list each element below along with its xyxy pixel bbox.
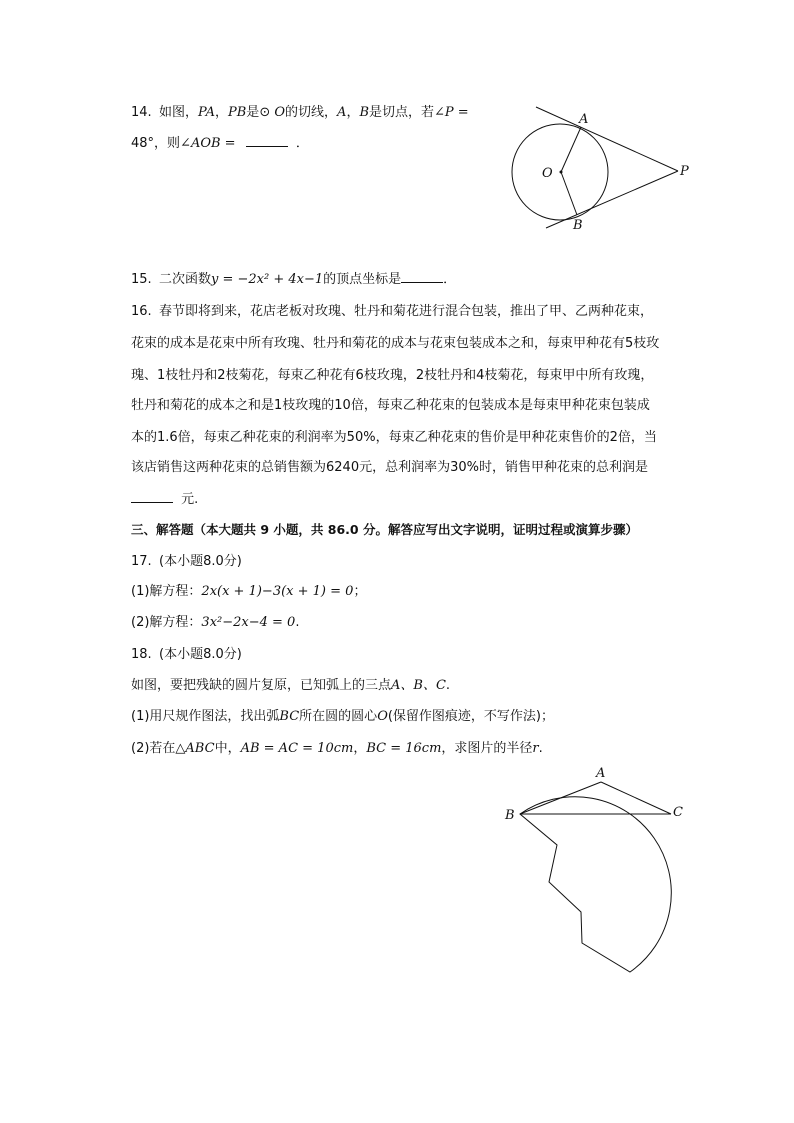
q14-pa: PA <box>198 105 215 120</box>
q18-text: (2)若在 <box>131 741 176 756</box>
answer-blank[interactable] <box>401 270 443 283</box>
q14-angle-p: ∠P = <box>434 105 469 120</box>
q18-triangle: △ABC <box>175 741 215 756</box>
q16-line7 <box>131 490 198 510</box>
q16-suffix: 元. <box>181 492 199 507</box>
q17-part1 <box>131 582 366 602</box>
q18-end: . <box>445 678 451 693</box>
q17-score: (本小题8.0分) <box>159 554 242 569</box>
q18-eq1: AB = AC = 10cm <box>240 741 354 756</box>
label-p: P <box>680 164 689 179</box>
answer-blank[interactable] <box>246 134 288 147</box>
q14-value: 48°，则 <box>131 136 181 151</box>
q14-end: ． <box>295 136 309 151</box>
section-heading: 三、解答题（本大题共 9 小题，共 86.0 分。解答应写出文字说明，证明过程或演算步骤） <box>131 522 638 537</box>
label-a: A <box>596 766 606 781</box>
q18-figure <box>495 760 710 980</box>
q18-score: (本小题8.0分) <box>159 647 242 662</box>
q18-text: 如图，要把残缺的圆片复原，已知弧上的三点 <box>131 678 392 693</box>
answer-blank[interactable] <box>131 490 173 503</box>
q17-part1-label: (1)解方程： <box>131 584 202 599</box>
q17-part2-equation: 3x²−2x−4 = 0 <box>201 615 296 630</box>
q17-part2-label: (2)解方程： <box>131 615 202 630</box>
q17-number: 17. <box>131 554 152 569</box>
q14-line2 <box>131 134 309 154</box>
center-dot <box>560 171 563 174</box>
q14-pb: PB <box>227 105 247 120</box>
chord-ac <box>601 782 671 814</box>
q18-header <box>131 645 242 665</box>
q15-line <box>131 270 456 290</box>
tangent-pb <box>546 171 678 228</box>
q15-text: 二次函数 <box>159 272 212 287</box>
q17-part2 <box>131 613 299 633</box>
q14-a: A <box>337 105 347 120</box>
q14-b: B <box>359 105 370 120</box>
radius-ob <box>561 172 577 215</box>
q17-part1-equation: 2x(x + 1)−3(x + 1) = 0 <box>201 584 354 599</box>
q16-line2: 花束的成本是花束中所有玫瑰、牡丹和菊花的成本与花束包装成本之和，每束甲种花有5枝玫 <box>131 336 660 351</box>
q18-eq2: BC = 16cm <box>366 741 442 756</box>
q18-text: (保留作图痕迹，不写作法)； <box>387 709 555 724</box>
q15-formula: y = −2x² + 4x−1 <box>211 272 324 287</box>
q18-part2 <box>131 739 543 759</box>
q14-sep: ， <box>214 105 228 120</box>
radius-oa <box>561 127 581 172</box>
q14-angle-aob: ∠AOB = <box>180 136 236 151</box>
q18-end: . <box>538 741 543 756</box>
q16-text: 春节即将到来，花店老板对玫瑰、牡丹和菊花进行混合包装，推出了甲、乙两种花束， <box>159 304 654 319</box>
q17-header <box>131 552 242 572</box>
q18-points: A、B、C <box>391 678 446 693</box>
q16-number: 16. <box>131 304 152 319</box>
q18-text: ，求图片的半径 <box>441 741 533 756</box>
q18-r: r <box>532 741 539 756</box>
q14-text: 的切线， <box>285 105 338 120</box>
q14-sep: ， <box>346 105 360 120</box>
q14-text: 是切点，若 <box>369 105 435 120</box>
q14-number: 14. <box>131 105 152 120</box>
circle-symbol: ⊙ <box>259 105 271 120</box>
q18-text: 中， <box>214 741 241 756</box>
q14-o: O <box>274 105 286 120</box>
q18-number: 18. <box>131 647 152 662</box>
label-o: O <box>542 166 553 181</box>
q18-intro <box>131 676 450 696</box>
q18-o: O <box>377 709 388 724</box>
q14-figure <box>500 100 710 240</box>
q17-part2-end: . <box>295 615 300 630</box>
label-b: B <box>505 808 515 823</box>
q18-sep: ， <box>353 741 367 756</box>
q16-line1 <box>131 302 653 322</box>
q16-line6: 该店销售这两种花束的总销售额为6240元，总利润率为30%时，销售甲种花束的总利润是 <box>131 460 648 475</box>
q14-text: 是 <box>246 105 260 120</box>
label-c: C <box>673 805 683 820</box>
q15-text: 的顶点坐标是 <box>323 272 402 287</box>
label-b: B <box>573 218 583 233</box>
q16-line5: 本的1.6倍，每束乙种花束的利润率为50%，每束乙种花束的售价是甲种花束售价的2倍，当 <box>131 430 657 445</box>
q14-line1 <box>131 103 469 123</box>
q16-line4: 牡丹和菊花的成本之和是1枝玫瑰的10倍，每束乙种花束的包装成本是每束甲种花束包装成 <box>131 398 650 413</box>
q17-part1-end: ； <box>353 584 367 599</box>
q14-text: 如图， <box>159 105 199 120</box>
q18-part1 <box>131 707 554 727</box>
broken-disc-outline <box>520 797 671 972</box>
q18-text: 所在圆的圆心 <box>299 709 378 724</box>
label-a: A <box>579 112 589 127</box>
q18-text: (1)用尺规作图法，找出弧 <box>131 709 280 724</box>
q15-end: ． <box>443 272 457 287</box>
q15-number: 15. <box>131 272 152 287</box>
q18-arc: BC <box>279 709 300 724</box>
q16-line3: 瑰、1枝牡丹和2枝菊花，每束乙种花有6枝玫瑰，2枝牡丹和4枝菊花，每束甲中所有玫瑰， <box>131 368 654 383</box>
